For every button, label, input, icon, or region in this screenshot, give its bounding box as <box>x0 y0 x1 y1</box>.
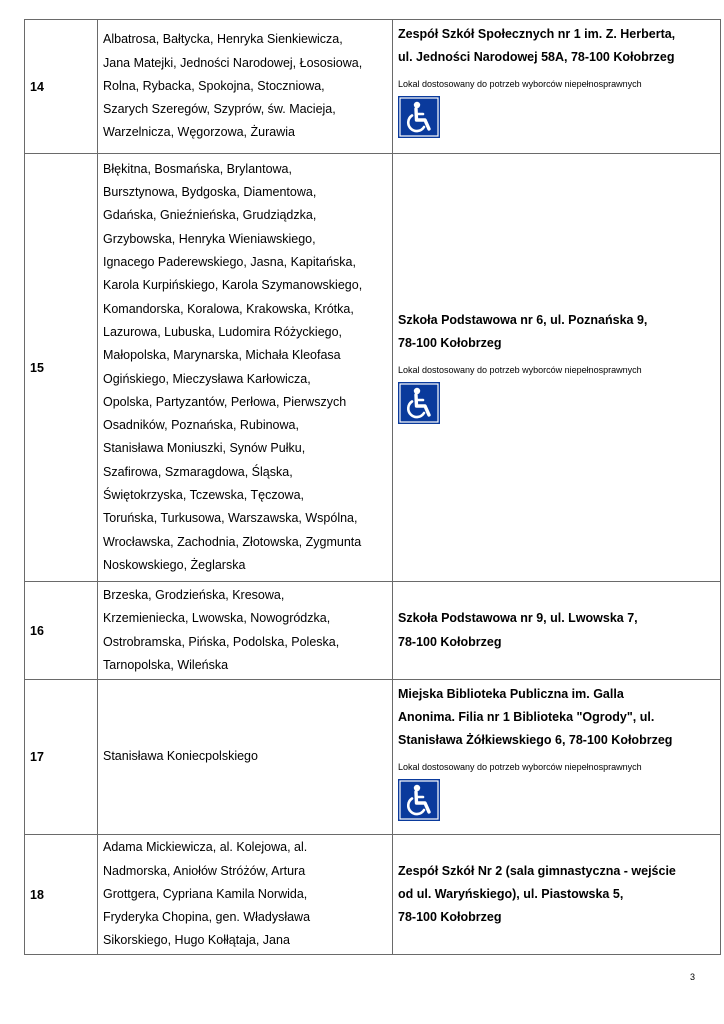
street-line: Ostrobramska, Pińska, Podolska, Poleska, <box>103 634 340 649</box>
district-number: 17 <box>25 680 98 835</box>
polling-place-line: 78-100 Kołobrzeg <box>398 634 502 649</box>
street-line: Stanisława Moniuszki, Synów Pułku, <box>103 441 306 456</box>
street-line: Osadników, Poznańska, Rubinowa, <box>103 418 299 433</box>
street-list <box>98 680 393 835</box>
street-list <box>98 582 393 680</box>
street-line: Bursztynowa, Bydgoska, Diamentowa, <box>103 185 317 200</box>
street-line: Adama Mickiewicza, al. Kolejowa, al. <box>103 840 308 855</box>
street-line: Lazurowa, Lubuska, Ludomira Różyckiego, <box>103 324 343 339</box>
district-number: 15 <box>25 154 98 582</box>
polling-place-line: Zespół Szkół Nr 2 (sala gimnastyczna - wejście <box>398 863 676 878</box>
district-table <box>24 19 721 955</box>
polling-place-name <box>398 23 716 70</box>
street-line: Albatrosa, Bałtycka, Henryka Sienkiewicza, <box>103 32 343 47</box>
polling-place-name <box>398 309 716 356</box>
district-number: 18 <box>25 835 98 955</box>
page-number: 3 <box>690 972 696 982</box>
table-row <box>25 582 721 680</box>
polling-place-line: Zespół Szkół Społecznych nr 1 im. Z. Herberta, <box>398 26 676 41</box>
street-line: Tarnopolska, Wileńska <box>103 657 229 672</box>
polling-place-name <box>398 860 716 930</box>
street-line: Krzemieniecka, Lwowska, Nowogródzka, <box>103 611 331 626</box>
table-row <box>25 20 721 154</box>
wheelchair-icon <box>398 96 440 138</box>
table-row <box>25 835 721 955</box>
polling-place-line: 78-100 Kołobrzeg <box>398 336 502 350</box>
polling-place-line: Szkoła Podstawowa nr 9, ul. Lwowska 7, <box>398 611 638 626</box>
street-line: Gdańska, Gnieźnieńska, Grudziądzka, <box>103 208 317 223</box>
street-line: Ignacego Paderewskiego, Jasna, Kapitańska, <box>103 255 356 270</box>
street-line: Jana Matejki, Jedności Narodowej, Łososiowa, <box>103 55 363 70</box>
polling-place-name <box>398 607 716 654</box>
accessibility-note: Lokal dostosowany do potrzeb wyborców niepełnosprawnych <box>398 365 642 376</box>
street-list <box>98 20 393 154</box>
street-line: Komandorska, Koralowa, Krakowska, Krótka, <box>103 301 354 316</box>
table-row <box>25 680 721 835</box>
street-line: Grzybowska, Henryka Wieniawskiego, <box>103 231 316 246</box>
polling-place-line: 78-100 Kołobrzeg <box>398 910 502 925</box>
street-line: Sikorskiego, Hugo Kołłątaja, Jana <box>103 933 290 948</box>
polling-place <box>393 680 721 835</box>
polling-place <box>393 20 721 154</box>
street-line: Warzelnicza, Węgorzowa, Żurawia <box>103 125 295 140</box>
polling-place <box>393 582 721 680</box>
wheelchair-icon <box>398 382 440 424</box>
street-line: Wrocławska, Zachodnia, Złotowska, Zygmunta <box>103 534 362 549</box>
street-line: Karola Kurpińskiego, Karola Szymanowskiego, <box>103 278 363 293</box>
street-line: Noskowskiego, Żeglarska <box>103 557 246 572</box>
polling-place-line: Stanisława Żółkiewskiego 6, 78-100 Kołobrzeg <box>398 733 673 748</box>
street-list <box>98 835 393 955</box>
street-line: Toruńska, Turkusowa, Warszawska, Wspólna, <box>103 511 358 526</box>
table-row <box>25 154 721 582</box>
street-line: Opolska, Partyzantów, Perłowa, Pierwszych <box>103 394 347 409</box>
polling-place-line: Szkoła Podstawowa nr 6, ul. Poznańska 9, <box>398 312 648 327</box>
polling-place-line: Miejska Biblioteka Publiczna im. Galla <box>398 686 624 701</box>
polling-place-line: Anonima. Filia nr 1 Biblioteka "Ogrody", ul. <box>398 709 655 724</box>
district-number: 14 <box>25 20 98 154</box>
street-line: Szarych Szeregów, Szyprów, św. Macieja, <box>103 102 336 117</box>
polling-place <box>393 154 721 582</box>
street-line: Fryderyka Chopina, gen. Władysława <box>103 910 311 925</box>
polling-place-name <box>398 683 716 753</box>
accessibility-note: Lokal dostosowany do potrzeb wyborców niepełnosprawnych <box>398 762 642 773</box>
street-line: Nadmorska, Aniołów Stróżów, Artura <box>103 863 306 878</box>
street-line: Rolna, Rybacka, Spokojna, Stoczniowa, <box>103 78 325 93</box>
wheelchair-icon <box>398 779 440 821</box>
accessibility-note: Lokal dostosowany do potrzeb wyborców niepełnosprawnych <box>398 79 642 90</box>
street-line: Świętokrzyska, Tczewska, Tęczowa, <box>103 487 304 502</box>
polling-place-line: ul. Jedności Narodowej 58A, 78-100 Kołobrzeg <box>398 49 675 64</box>
street-list <box>98 154 393 582</box>
street-line: Stanisława Koniecpolskiego <box>103 749 258 764</box>
district-number: 16 <box>25 582 98 680</box>
polling-place-line: od ul. Waryńskiego), ul. Piastowska 5, <box>398 886 624 901</box>
street-line: Małopolska, Marynarska, Michała Kleofasa <box>103 348 341 363</box>
street-line: Brzeska, Grodzieńska, Kresowa, <box>103 587 285 602</box>
street-line: Szafirowa, Szmaragdowa, Śląska, <box>103 464 293 479</box>
street-line: Ogińskiego, Mieczysława Karłowicza, <box>103 371 311 386</box>
street-line: Grottgera, Cypriana Kamila Norwida, <box>103 886 308 901</box>
street-line: Błękitna, Bosmańska, Brylantowa, <box>103 161 292 176</box>
polling-place <box>393 835 721 955</box>
